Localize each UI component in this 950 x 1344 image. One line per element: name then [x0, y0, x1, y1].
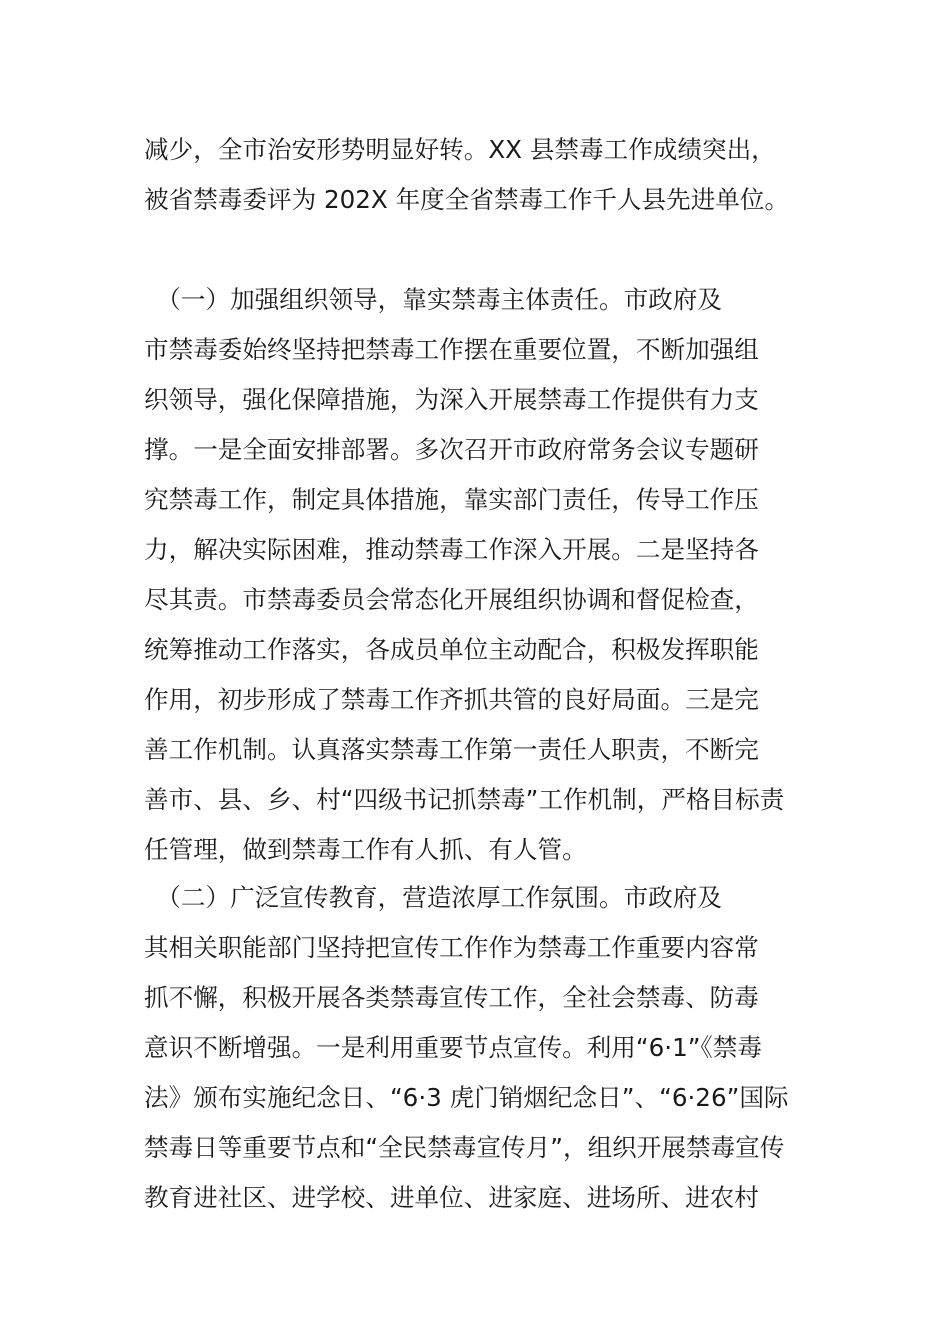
text-line: 善市、县、乡、村“四级书记抓禁毒”工作机制，严格目标责 — [144, 785, 785, 814]
text-line: 市禁毒委始终坚持把禁毒工作摆在重要位置，不断加强组 — [144, 335, 759, 364]
text-line: 教育进社区、进学校、进单位、进家庭、进场所、进农村 — [144, 1183, 759, 1212]
text-line: 究禁毒工作，制定具体措施，靠实部门责任，传导工作压 — [144, 485, 759, 514]
text-line: 抓不懈，积极开展各类禁毒宣传工作，全社会禁毒、防毒 — [144, 983, 759, 1012]
text-line: 法》颁布实施纪念日、“6·3 虎门销烟纪念日”、“6·26”国际 — [144, 1083, 789, 1112]
text-line: 作用，初步形成了禁毒工作齐抓共管的良好局面。三是完 — [144, 685, 759, 714]
text-line: 任管理，做到禁毒工作有人抓、有人管。 — [144, 835, 587, 864]
text-line: 撑。一是全面安排部署。多次召开市政府常务会议专题研 — [144, 435, 759, 464]
text-line: 其相关职能部门坚持把宣传工作作为禁毒工作重要内容常 — [144, 933, 759, 962]
paragraph-heading-line: （二）广泛宣传教育，营造浓厚工作氛围。市政府及 — [144, 883, 722, 912]
text-line: 力，解决实际困难，推动禁毒工作深入开展。二是坚持各 — [144, 535, 759, 564]
text-line: 尽其责。市禁毒委员会常态化开展组织协调和督促检查， — [144, 585, 759, 614]
paragraph-heading-line: （一）加强组织领导，靠实禁毒主体责任。市政府及 — [144, 285, 722, 314]
text-line: 织领导，强化保障措施，为深入开展禁毒工作提供有力支 — [144, 385, 759, 414]
text-line: 被省禁毒委评为 202X 年度全省禁毒工作千人县先进单位。 — [144, 185, 790, 214]
text-line: 意识不断增强。一是利用重要节点宣传。利用“6·1”《禁毒 — [144, 1033, 762, 1062]
text-line: 减少，全市治安形势明显好转。XX 县禁毒工作成绩突出， — [144, 135, 776, 164]
text-line: 禁毒日等重要节点和“全民禁毒宣传月”，组织开展禁毒宣传 — [144, 1133, 785, 1162]
text-line: 善工作机制。认真落实禁毒工作第一责任人职责，不断完 — [144, 735, 759, 764]
text-line: 统筹推动工作落实，各成员单位主动配合，积极发挥职能 — [144, 635, 759, 664]
